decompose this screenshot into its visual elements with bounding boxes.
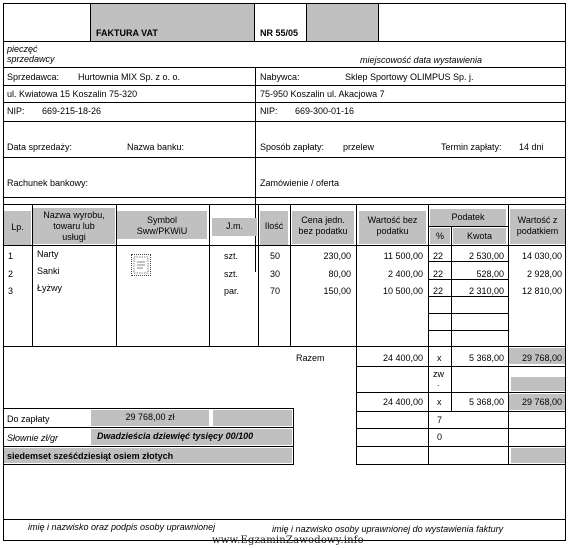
seller-label: Sprzedawca: xyxy=(7,72,60,82)
row-price: 150,00 xyxy=(323,286,351,296)
seller-nip-label: NIP: xyxy=(7,106,25,116)
buyer-address: 75-950 Koszalin ul. Akacjowa 7 xyxy=(260,89,385,99)
row-lp: 1 xyxy=(8,251,14,261)
col-header-price-1: Cena jedn. xyxy=(301,215,345,225)
row-qty: 30 xyxy=(269,269,280,279)
invoice-title: FAKTURA VAT xyxy=(96,28,158,38)
buyer-label: Nabywca: xyxy=(260,72,300,82)
col-header-symbol-2: Sww/PKWiU xyxy=(136,226,188,236)
payment-method-label: Sposób zapłaty: xyxy=(260,142,325,152)
amount-due-value: 29 768,00 zł xyxy=(125,412,175,422)
total-gross: 29 768,00 xyxy=(521,353,562,363)
col-header-symbol-1: Symbol xyxy=(146,215,177,225)
col-header-name-1: Nazwa wyrobu, xyxy=(43,210,105,220)
signature-left-label: imię i nazwisko oraz podpis osoby uprawnionej xyxy=(28,522,216,532)
col-header-unit: J.m. xyxy=(226,221,243,231)
bank-account-label: Rachunek bankowy: xyxy=(7,178,89,188)
total-label: Razem xyxy=(296,353,325,363)
payment-due-value: 14 dni xyxy=(519,142,544,152)
number-bar xyxy=(306,4,378,41)
seller-stamp-label-1: pieczęć xyxy=(7,44,38,54)
exempt-dot: . xyxy=(437,378,440,388)
subtotal-tax: 5 368,00 xyxy=(468,397,504,407)
col-header-name-2: towaru lub xyxy=(53,221,95,231)
subtotal-net: 24 400,00 xyxy=(382,397,423,407)
buyer-nip-label: NIP: xyxy=(260,106,278,116)
row-gross: 12 810,00 xyxy=(521,286,562,296)
row-qty: 70 xyxy=(269,286,280,296)
col-header-tax: Podatek xyxy=(451,212,485,222)
row-gross: 2 928,00 xyxy=(526,269,562,279)
total-x: x xyxy=(437,353,442,363)
place-date-label: miejscowość data wystawienia xyxy=(360,55,483,65)
invoice-number: NR 55/05 xyxy=(260,28,299,38)
row-pct: 22 xyxy=(433,286,444,296)
row-unit: par. xyxy=(224,286,240,296)
order-label: Zamówienie / oferta xyxy=(260,178,340,188)
row-price: 80,00 xyxy=(328,269,351,279)
amount-due-label: Do zapłaty xyxy=(7,414,50,424)
row-name: Sanki xyxy=(37,266,60,276)
row-unit: szt. xyxy=(224,251,239,261)
row-lp: 2 xyxy=(8,269,14,279)
row-net: 10 500,00 xyxy=(382,286,423,296)
watermark: www.EgzaminZawodowy.info xyxy=(212,535,364,546)
seller-address: ul. Kwiatowa 15 Koszalin 75-320 xyxy=(7,89,138,99)
sale-date-label: Data sprzedaży: xyxy=(7,142,73,152)
col-header-gross-2: podatkiem xyxy=(516,226,559,236)
row-pct: 22 xyxy=(433,269,444,279)
subtotal-x: x xyxy=(437,397,442,407)
exempt-label: zw xyxy=(433,369,444,379)
row-pct: 22 xyxy=(433,251,444,261)
row-net: 11 500,00 xyxy=(383,251,423,261)
row-qty: 50 xyxy=(269,251,280,261)
row-tax: 2 310,00 xyxy=(468,286,504,296)
subtotal-gross: 29 768,00 xyxy=(521,397,562,407)
seller-stamp-label-2: sprzedawcy xyxy=(7,54,55,64)
row-net: 2 400,00 xyxy=(387,269,423,279)
col-header-lp: Lp. xyxy=(11,222,24,232)
row-price: 230,00 xyxy=(323,251,351,261)
symbol-placeholder-icon xyxy=(131,254,151,276)
payment-due-label: Termin zapłaty: xyxy=(441,142,502,152)
bank-name-label: Nazwa banku: xyxy=(127,142,185,152)
in-words-label: Słownie zł/gr xyxy=(7,433,59,443)
row-name: Łyżwy xyxy=(37,283,63,293)
seller-nip: 669-215-18-26 xyxy=(42,106,102,116)
col-header-name-3: usługi xyxy=(62,232,86,242)
signature-right-label: imię i nazwisko osoby uprawnionej do wystawienia faktury xyxy=(272,524,504,534)
row-gross: 14 030,00 xyxy=(521,251,562,261)
rate-7: 7 xyxy=(437,415,443,425)
payment-method-value: przelew xyxy=(343,142,375,152)
col-header-tax-pct: % xyxy=(435,231,444,241)
col-header-gross-1: Wartość z xyxy=(517,215,558,225)
col-header-price-2: bez podatku xyxy=(298,226,348,236)
row-tax: 528,00 xyxy=(476,269,504,279)
total-tax: 5 368,00 xyxy=(468,353,504,363)
col-header-tax-amount: Kwota xyxy=(466,231,492,241)
in-words-line2: siedemset sześćdziesiąt osiem złotych xyxy=(7,451,174,461)
col-header-net-1: Wartość bez xyxy=(367,215,418,225)
buyer-nip: 669-300-01-16 xyxy=(295,106,355,116)
col-header-net-2: podatku xyxy=(376,226,409,236)
in-words-line1: Dwadzieścia dziewięć tysięcy 00/100 xyxy=(97,431,254,441)
col-header-qty: Ilość xyxy=(264,221,284,231)
seller-name: Hurtownia MIX Sp. z o. o. xyxy=(78,72,181,82)
row-tax: 2 530,00 xyxy=(468,251,504,261)
rate-0: 0 xyxy=(437,432,443,442)
total-net: 24 400,00 xyxy=(382,353,423,363)
row-unit: szt. xyxy=(224,269,239,279)
row-lp: 3 xyxy=(8,286,14,296)
buyer-name: Sklep Sportowy OLIMPUS Sp. j. xyxy=(345,72,474,82)
row-name: Narty xyxy=(37,249,59,259)
